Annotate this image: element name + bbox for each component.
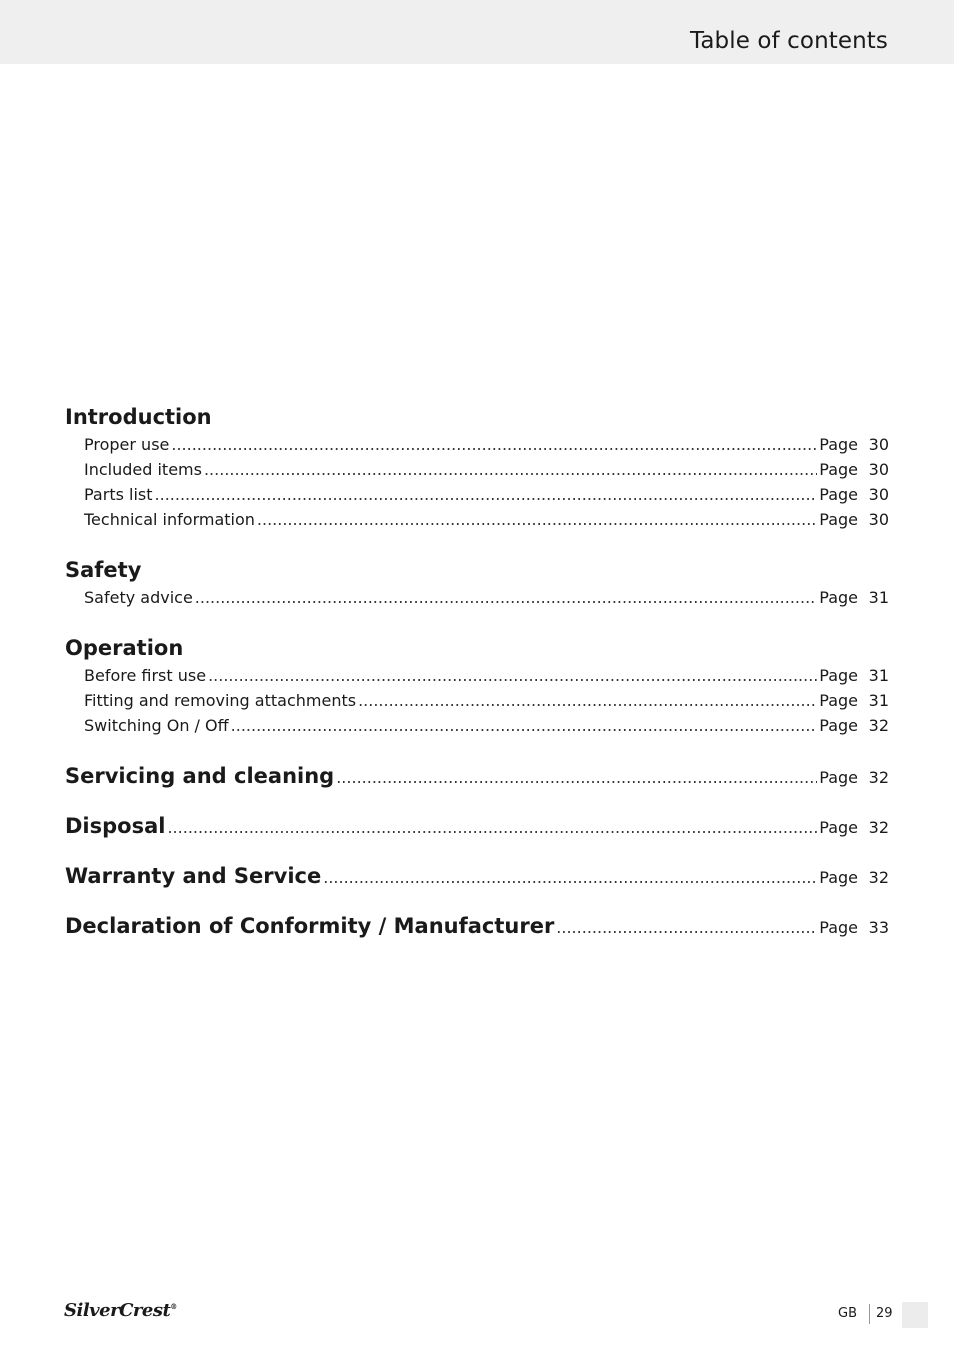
page-ref: Page 32	[819, 863, 889, 893]
page-number: 32	[868, 818, 889, 837]
table-of-contents	[65, 402, 889, 961]
toc-entry[interactable]	[65, 432, 889, 457]
dot-leader	[556, 913, 817, 943]
entry-label: Safety advice	[84, 588, 193, 607]
toc-section-introduction	[65, 402, 889, 532]
toc-section-servicing[interactable]	[65, 761, 889, 791]
language-code: GB	[838, 1306, 857, 1321]
toc-section-warranty[interactable]	[65, 861, 889, 891]
dot-leader	[155, 482, 818, 507]
footer-divider	[869, 1304, 870, 1324]
page-ref: Page 30	[819, 507, 889, 532]
page-number: 30	[868, 485, 889, 504]
toc-section-declaration[interactable]	[65, 911, 889, 941]
footer-page-number: 29	[876, 1306, 893, 1321]
page-ref: Page 32	[819, 763, 889, 793]
page-number: 31	[868, 588, 889, 607]
page-ref: Page 32	[819, 813, 889, 843]
toc-section-operation	[65, 633, 889, 738]
dot-leader	[358, 688, 817, 713]
page-number: 32	[868, 716, 889, 735]
section-heading[interactable]: Introduction	[65, 405, 212, 429]
page-ref: Page 30	[819, 432, 889, 457]
page-number: 30	[868, 435, 889, 454]
page-number: 31	[868, 691, 889, 710]
page-ref: Page 32	[819, 713, 889, 738]
page-ref: Page 31	[819, 585, 889, 610]
page-number: 30	[868, 510, 889, 529]
page-number: 32	[868, 868, 889, 887]
section-heading: Servicing and cleaning	[65, 764, 335, 788]
toc-entry[interactable]	[65, 713, 889, 738]
section-heading[interactable]: Safety	[65, 558, 142, 582]
section-heading: Warranty and Service	[65, 864, 322, 888]
page-ref: Page 31	[819, 688, 889, 713]
toc-section-disposal[interactable]	[65, 811, 889, 841]
page-title: Table of contents	[689, 28, 888, 54]
toc-entry[interactable]	[65, 457, 889, 482]
dot-leader	[257, 507, 817, 532]
dot-leader	[336, 763, 817, 793]
dot-leader	[204, 457, 817, 482]
brand-logo: SilverCrest®	[64, 1300, 177, 1321]
entry-label: Before first use	[84, 666, 207, 685]
entry-label: Fitting and removing attachments	[84, 691, 357, 710]
page-number: 30	[868, 460, 889, 479]
dot-leader	[195, 585, 817, 610]
page-ref: Page 30	[819, 457, 889, 482]
entry-label: Parts list	[84, 485, 153, 504]
section-heading: Declaration of Conformity / Manufacturer	[65, 914, 555, 938]
page-ref: Page 33	[819, 913, 889, 943]
dot-leader	[231, 713, 818, 738]
toc-entry[interactable]	[65, 482, 889, 507]
page-ref: Page 30	[819, 482, 889, 507]
page-number: 31	[868, 666, 889, 685]
section-heading: Disposal	[65, 814, 166, 838]
page-number: 33	[868, 918, 889, 937]
page-number: 32	[868, 768, 889, 787]
dot-leader	[208, 663, 817, 688]
footer-tab-marker	[902, 1302, 928, 1328]
toc-entry[interactable]	[65, 585, 889, 610]
toc-entry[interactable]	[65, 688, 889, 713]
dot-leader	[323, 863, 817, 893]
entry-label: Switching On / Off	[84, 716, 229, 735]
entry-label: Included items	[84, 460, 202, 479]
toc-entry[interactable]	[65, 663, 889, 688]
toc-entry[interactable]	[65, 507, 889, 532]
dot-leader	[171, 432, 817, 457]
entry-label: Proper use	[84, 435, 170, 454]
entry-label: Technical information	[84, 510, 255, 529]
dot-leader	[167, 813, 817, 843]
section-heading[interactable]: Operation	[65, 636, 184, 660]
page-ref: Page 31	[819, 663, 889, 688]
toc-section-safety	[65, 555, 889, 610]
